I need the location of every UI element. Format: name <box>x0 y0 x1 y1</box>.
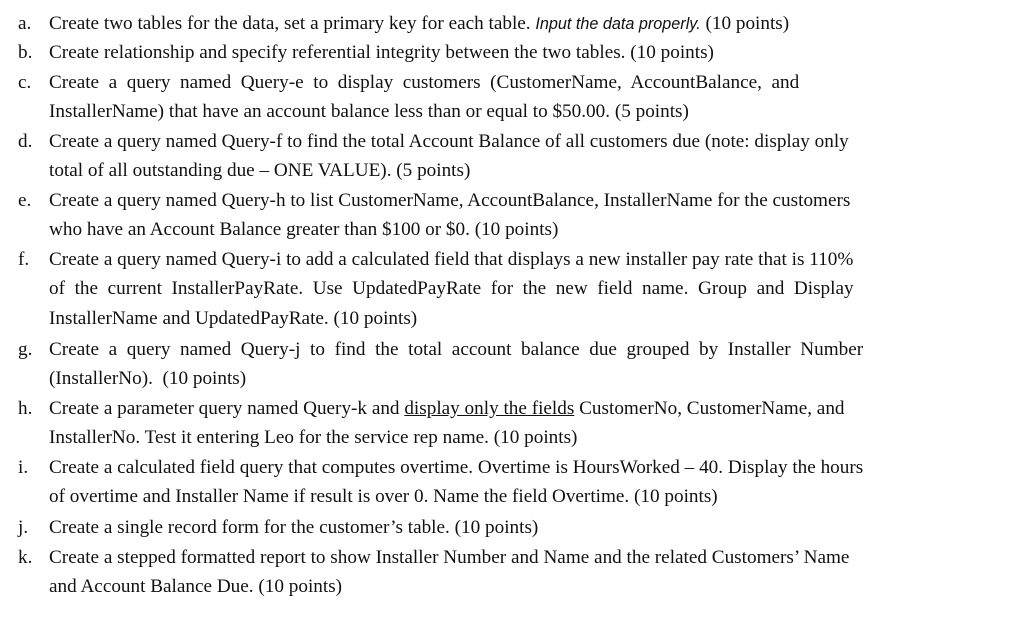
item-line: and Account Balance Due. (10 points) <box>49 576 343 598</box>
item-text-part: Create a parameter query named Query-k and <box>49 398 405 419</box>
item-line: who have an Account Balance greater than $100 or $0. (10 points) <box>49 219 559 241</box>
item-line: Create a stepped formatted report to show Installer Number and Name and the related Customers’ Name <box>49 547 850 568</box>
item-line: of overtime and Installer Name if result is over 0. Name the field Overtime. (10 points) <box>49 486 718 508</box>
list-item-g <box>18 335 998 394</box>
item-line: InstallerName) that have an account balance less than or equal to $50.00. (5 points) <box>49 101 689 123</box>
item-line: Create a query named Query-f to find the total Account Balance of all customers due (note: display only <box>49 131 849 152</box>
item-line: InstallerNo. Test it entering Leo for the service rep name. (10 points) <box>49 427 578 449</box>
item-text <box>49 186 998 245</box>
item-underlined-text: display only the fields <box>404 398 575 419</box>
item-marker: i. <box>18 457 29 478</box>
item-line: total of all outstanding due – ONE VALUE). (5 points) <box>49 160 471 182</box>
item-marker: g. <box>18 339 33 360</box>
item-text <box>49 394 998 453</box>
list-item-c <box>18 68 998 127</box>
item-line: Create a query named Query-e to display customers (CustomerName, AccountBalance, and <box>49 72 800 93</box>
item-line <box>49 9 998 39</box>
list-item-k <box>18 543 998 602</box>
item-text <box>49 513 998 542</box>
list-item-b <box>18 38 998 67</box>
item-marker: a. <box>18 13 32 34</box>
list-item-d <box>18 127 998 186</box>
item-marker: e. <box>18 190 32 211</box>
item-marker: b. <box>18 42 33 63</box>
item-text <box>49 453 998 512</box>
list-item-f <box>18 245 998 333</box>
item-marker: h. <box>18 398 33 419</box>
item-marker: d. <box>18 131 33 152</box>
list-item-h <box>18 394 998 453</box>
item-line: Create a query named Query-j to find the total account balance due grouped by Installer Number <box>49 339 864 360</box>
list-item-e <box>18 186 998 245</box>
item-text-part: (10 points) <box>700 13 790 34</box>
item-text-part: Create two tables for the data, set a primary key for each table. <box>49 13 536 34</box>
item-marker: j. <box>18 517 29 538</box>
item-text <box>49 335 998 394</box>
item-line: of the current InstallerPayRate. Use UpdatedPayRate for the new field name. Group and Display <box>49 278 854 300</box>
item-line: InstallerName and UpdatedPayRate. (10 points) <box>49 307 418 329</box>
item-line: Create a query named Query-i to add a calculated field that displays a new installer pay rate that is 110% <box>49 249 854 270</box>
item-text <box>49 68 998 127</box>
item-text <box>49 9 998 39</box>
item-marker: c. <box>18 72 32 93</box>
list-item-a <box>18 9 998 39</box>
item-text <box>49 543 998 602</box>
item-text <box>49 127 998 186</box>
item-line: (InstallerNo). (10 points) <box>49 368 247 390</box>
item-emphasis: Input the data properly. <box>535 15 701 33</box>
item-text <box>49 38 998 67</box>
item-marker: f. <box>18 249 30 270</box>
item-text-part: CustomerNo, CustomerName, and <box>574 398 845 419</box>
list-item-j <box>18 513 998 542</box>
item-text <box>49 245 998 333</box>
item-line: Create relationship and specify referential integrity between the two tables. (10 points) <box>49 42 714 63</box>
item-line <box>49 394 998 423</box>
item-line: Create a calculated field query that computes overtime. Overtime is HoursWorked – 40. Display the hours <box>49 457 864 478</box>
item-line: Create a single record form for the customer’s table. (10 points) <box>49 517 539 538</box>
list-item-i <box>18 453 998 512</box>
item-marker: k. <box>18 547 33 568</box>
item-line: Create a query named Query-h to list CustomerName, AccountBalance, InstallerName for the customers <box>49 190 851 211</box>
